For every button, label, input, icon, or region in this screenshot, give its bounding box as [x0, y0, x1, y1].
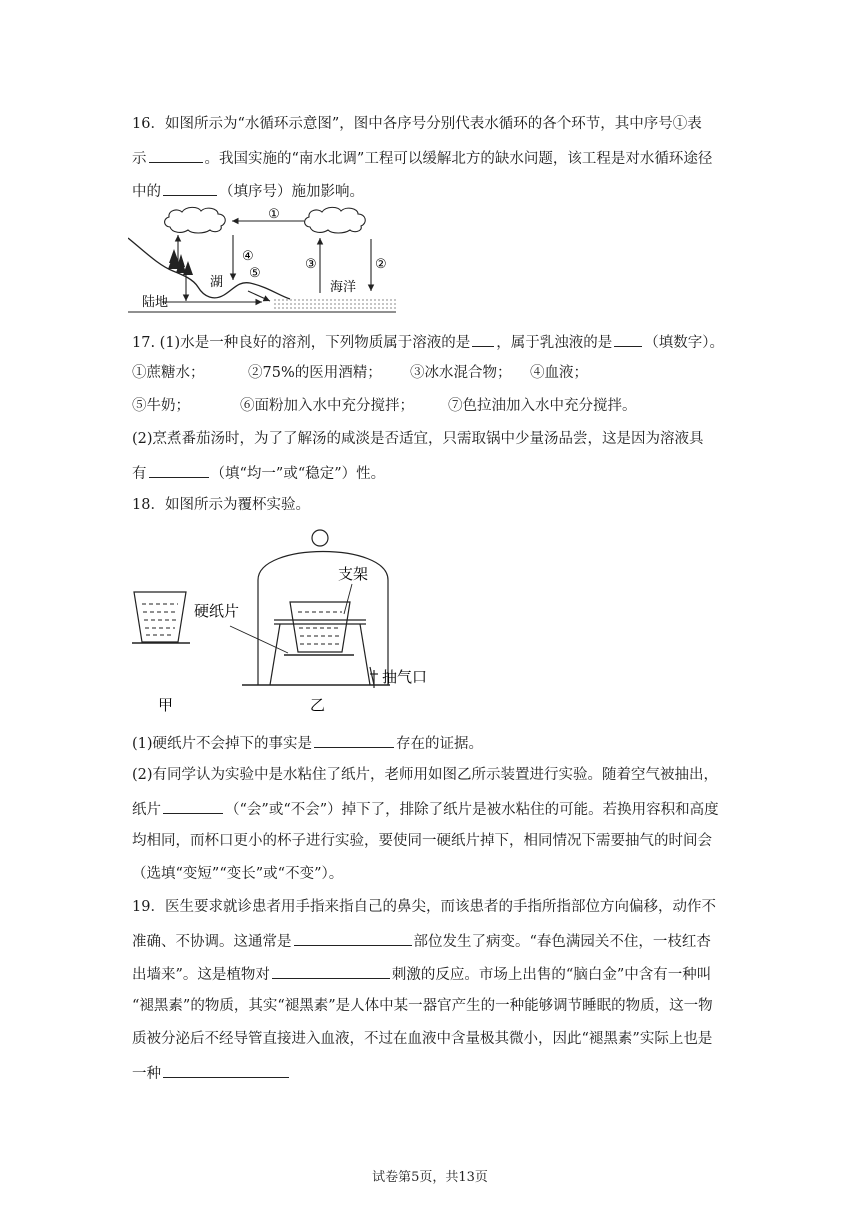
- q19-line3: 出墙来”。这是植物对 刺激的反应。市场上出售的“脑白金”中含有一种叫: [132, 963, 711, 985]
- option-3: ③冰水混合物；: [410, 365, 512, 381]
- q16-line1: 16．如图所示为“水循环示意图”，图中各序号分别代表水循环的各个环节，其中序号①表: [132, 116, 702, 132]
- option-1: ①蔗糖水；: [132, 365, 205, 381]
- cup-a: [132, 592, 190, 643]
- q17-options-row1: [132, 363, 588, 383]
- cup-experiment-diagram: [128, 522, 458, 712]
- bell-jar: [230, 530, 390, 688]
- label-jia: 甲: [158, 696, 174, 712]
- option-7: ⑦色拉油加入水中充分搅拌。: [448, 398, 637, 414]
- q17-line5: 有 （填“均一”或“稳定”）性。: [132, 462, 385, 484]
- q16-line2: 示 。我国实施的“南水北调”工程可以缓解北方的缺水问题，该工程是对水循环途径: [132, 147, 712, 169]
- q19-blank-2[interactable]: [272, 963, 390, 979]
- label-outlet: 抽气口: [382, 668, 428, 686]
- label-5: ⑤: [249, 266, 261, 281]
- q19-line1: 19．医生要求就诊患者用手指来指自己的鼻尖，而该患者的手指所指部位方向偏移，动作不: [132, 899, 716, 915]
- q19-line5: 质被分泌后不经导管直接进入血液，不过在血液中含量极其微小，因此“褪黑素”实际上也是: [132, 1031, 713, 1047]
- option-4: ④血液；: [530, 365, 588, 381]
- q19-blank-3[interactable]: [163, 1062, 289, 1078]
- label-1: ①: [268, 207, 280, 222]
- label-4: ④: [242, 249, 254, 264]
- label-3: ③: [305, 257, 317, 272]
- q18-title: 18．如图所示为覆杯实验。: [132, 497, 310, 513]
- label-lake: 湖: [210, 275, 224, 290]
- q19-line2: 准确、不协调。这通常是 部位发生了病变。“春色满园关不住，一枝红杏: [132, 930, 711, 952]
- q16-blank-1[interactable]: [149, 147, 203, 163]
- q17-blank-3[interactable]: [149, 462, 209, 478]
- page-footer: 试卷第5页，共13页: [372, 1170, 488, 1185]
- cloud-right: [305, 207, 366, 233]
- q17-blank-1[interactable]: [472, 331, 494, 347]
- option-2: ②75%的医用酒精；: [248, 365, 382, 381]
- option-5: ⑤牛奶；: [132, 398, 190, 414]
- q19-line6: 一种: [132, 1062, 291, 1084]
- water-cycle-diagram: [128, 205, 398, 317]
- q17-options-row2: [132, 396, 637, 416]
- q18-p1: (1)硬纸片不会掉下的事实是 存在的证据。: [132, 732, 483, 754]
- q17-line4: (2)烹煮番茄汤时，为了了解汤的咸淡是否适宜，只需取锅中少量汤品尝，这是因为溶液具: [132, 431, 704, 447]
- q17-blank-2[interactable]: [614, 331, 642, 347]
- q18-p2-line2: 纸片 （“会”或“不会”）掉下了，排除了纸片是被水粘住的可能。若换用容积和高度: [132, 798, 719, 820]
- q16-blank-2[interactable]: [163, 180, 217, 196]
- q18-blank-1[interactable]: [314, 732, 394, 748]
- label-2: ②: [375, 257, 387, 272]
- q18-p2-line3: 均相同，而杯口更小的杯子进行实验，要使同一硬纸片掉下，相同情况下需要抽气的时间会: [132, 833, 712, 849]
- label-land: 陆地: [142, 295, 169, 310]
- label-ocean: 海洋: [330, 280, 357, 295]
- q19-line4: “褪黑素”的物质，其实“褪黑素”是人体中某一器官产生的一种能够调节睡眠的物质，这一物: [132, 998, 713, 1014]
- q17-line1: 17. (1)水是一种良好的溶剂，下列物质属于溶液的是 ，属于乳浊液的是 （填数字）。: [132, 331, 724, 353]
- label-stand: 支架: [338, 565, 369, 583]
- cloud-left: [165, 207, 226, 233]
- q18-p2-line4: （选填“变短”“变长”或“不变”）。: [132, 866, 344, 882]
- option-6: ⑥面粉加入水中充分搅拌；: [240, 398, 414, 414]
- q18-blank-2[interactable]: [163, 798, 223, 814]
- q18-p2-line1: (2)有同学认为实验中是水粘住了纸片，老师用如图乙所示装置进行实验。随着空气被抽出，: [132, 767, 719, 783]
- label-card: 硬纸片: [194, 602, 240, 620]
- q16-line3: 中的 （填序号）施加影响。: [132, 180, 364, 202]
- label-yi: 乙: [310, 696, 326, 712]
- q19-blank-1[interactable]: [294, 930, 412, 946]
